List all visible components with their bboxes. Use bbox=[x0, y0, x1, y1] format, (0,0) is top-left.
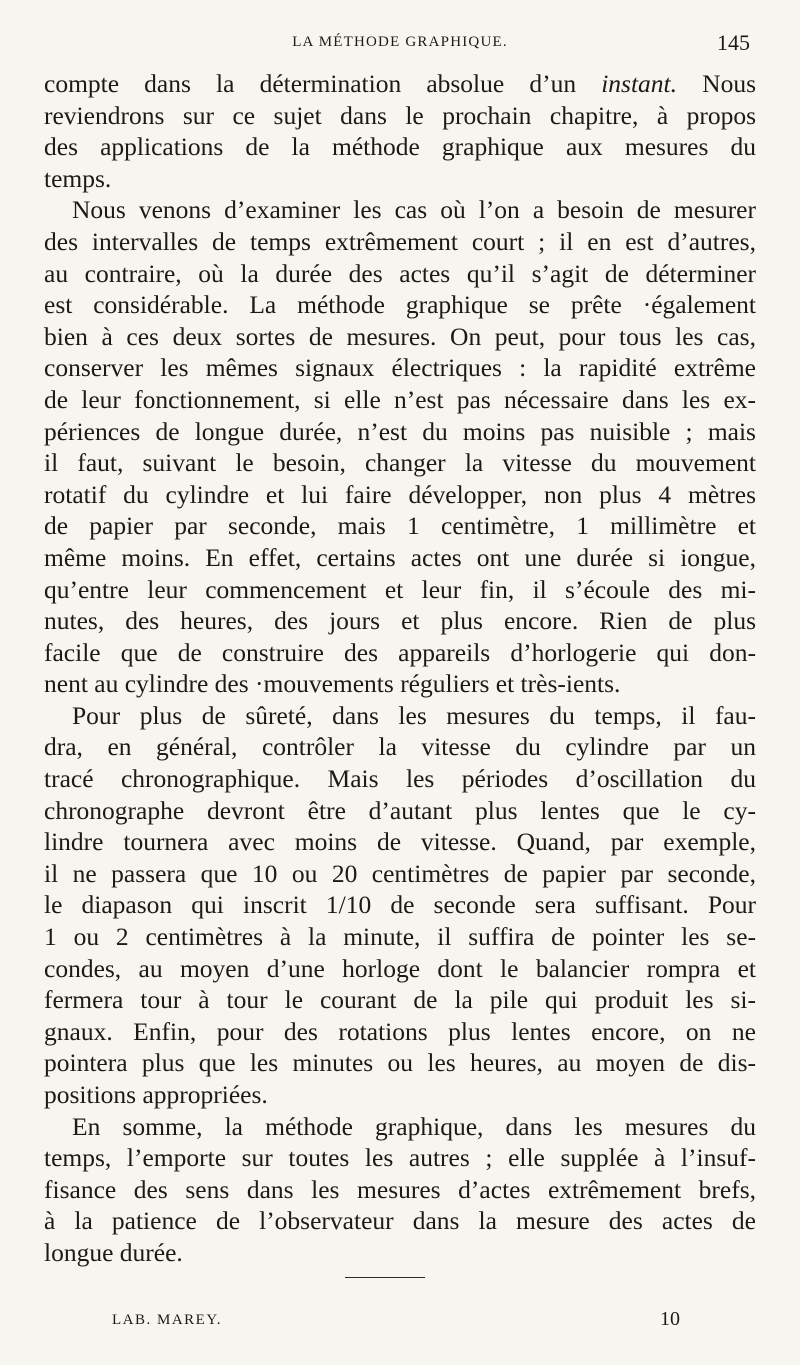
text-line: conserver les mêmes signaux électriques : la rapidité extrême bbox=[44, 353, 756, 383]
signature-mark: LAB. MAREY. bbox=[112, 1312, 222, 1328]
text-line: En somme, la méthode graphique, dans les mesures du bbox=[72, 1111, 756, 1141]
paragraph bbox=[44, 194, 756, 700]
text-line: facile que de construire des appareils d’horlogerie qui don- bbox=[44, 637, 756, 667]
text-line: bien à ces deux sortes de mesures. On peut, pour tous les cas, bbox=[44, 321, 756, 351]
text-line: longue durée. bbox=[44, 1237, 183, 1267]
text-line: reviendrons sur ce sujet dans le prochain chapitre, à propos bbox=[44, 100, 756, 130]
text-line: fermera tour à tour le courant de la pile qui produit les si- bbox=[44, 985, 756, 1015]
text-line: qu’entre leur commencement et leur fin, il s’écoule des mi- bbox=[44, 574, 756, 604]
text-line: des intervalles de temps extrêmement court ; il en est d’autres, bbox=[44, 226, 756, 256]
section-divider bbox=[345, 1277, 425, 1278]
text-line: temps. bbox=[44, 163, 112, 193]
text-line: temps, l’emporte sur toutes les autres ; elle supplée à l’insuf- bbox=[44, 1143, 756, 1173]
text-run: compte dans la détermination absolue d’un bbox=[44, 69, 602, 98]
body-text bbox=[44, 68, 756, 1269]
text-line: condes, au moyen d’une horloge dont le balancier rompra et bbox=[44, 953, 756, 983]
text-line: même moins. En effet, certains actes ont une durée si iongue, bbox=[44, 542, 756, 572]
text-line: positions appropriées. bbox=[44, 1080, 268, 1109]
text-run: Nous bbox=[677, 69, 756, 98]
text-line: des applications de la méthode graphique aux mesures du bbox=[44, 132, 756, 162]
running-head bbox=[44, 30, 756, 60]
text-line: de papier par seconde, mais 1 centimètre, 1 millimètre et bbox=[44, 511, 756, 541]
paragraph bbox=[44, 1111, 756, 1269]
text-line: au contraire, où la durée des actes qu’il s’agit de déterminer bbox=[44, 258, 756, 288]
running-title: LA MÉTHODE GRAPHIQUE. bbox=[292, 34, 508, 50]
text-line: Nous venons d’examiner les cas où l’on a besoin de mesurer bbox=[72, 195, 756, 225]
text-line: fisance des sens dans les mesures d’actes extrêmement brefs, bbox=[44, 1174, 756, 1204]
text-line: tracé chronographique. Mais les périodes d’oscillation du bbox=[44, 764, 756, 794]
paragraph bbox=[44, 700, 756, 1111]
text-line: chronographe devront être d’autant plus lentes que le cy- bbox=[44, 795, 756, 825]
text-line: le diapason qui inscrit 1/10 de seconde sera suffisant. Pour bbox=[44, 890, 756, 920]
paragraph bbox=[44, 68, 756, 194]
emphasized-word: instant. bbox=[601, 69, 678, 98]
text-line: 1 ou 2 centimètres à la minute, il suffira de pointer les se- bbox=[44, 922, 756, 952]
text-line: est considérable. La méthode graphique se prête ·également bbox=[44, 290, 756, 320]
sheet-number: 10 bbox=[660, 1308, 680, 1330]
text-line: pointera plus que les minutes ou les heures, au moyen de dis- bbox=[44, 1048, 756, 1078]
page-number: 145 bbox=[717, 30, 750, 55]
text-line: périences de longue durée, n’est du moins pas nuisible ; mais bbox=[44, 416, 756, 446]
text-line bbox=[44, 68, 756, 100]
text-line: à la patience de l’observateur dans la mesure des actes de bbox=[44, 1206, 756, 1236]
text-line: il faut, suivant le besoin, changer la vitesse du mouvement bbox=[44, 448, 756, 478]
text-line: de leur fonctionnement, si elle n’est pas nécessaire dans les ex- bbox=[44, 384, 756, 414]
text-line: lindre tournera avec moins de vitesse. Quand, par exemple, bbox=[44, 827, 756, 857]
text-line: nutes, des heures, des jours et plus encore. Rien de plus bbox=[44, 606, 756, 636]
text-line: nent au cylindre des ·mouvements réguliers et très-ients. bbox=[44, 669, 621, 699]
text-line: gnaux. Enfin, pour des rotations plus lentes encore, on ne bbox=[44, 1016, 756, 1046]
page-footer bbox=[44, 1308, 756, 1338]
text-line: rotatif du cylindre et lui faire développer, non plus 4 mètres bbox=[44, 479, 756, 509]
text-line: Pour plus de sûreté, dans les mesures du temps, il fau- bbox=[72, 700, 756, 730]
text-line: dra, en général, contrôler la vitesse du cylindre par un bbox=[44, 732, 756, 762]
text-line: il ne passera que 10 ou 20 centimètres de papier par seconde, bbox=[44, 858, 756, 888]
